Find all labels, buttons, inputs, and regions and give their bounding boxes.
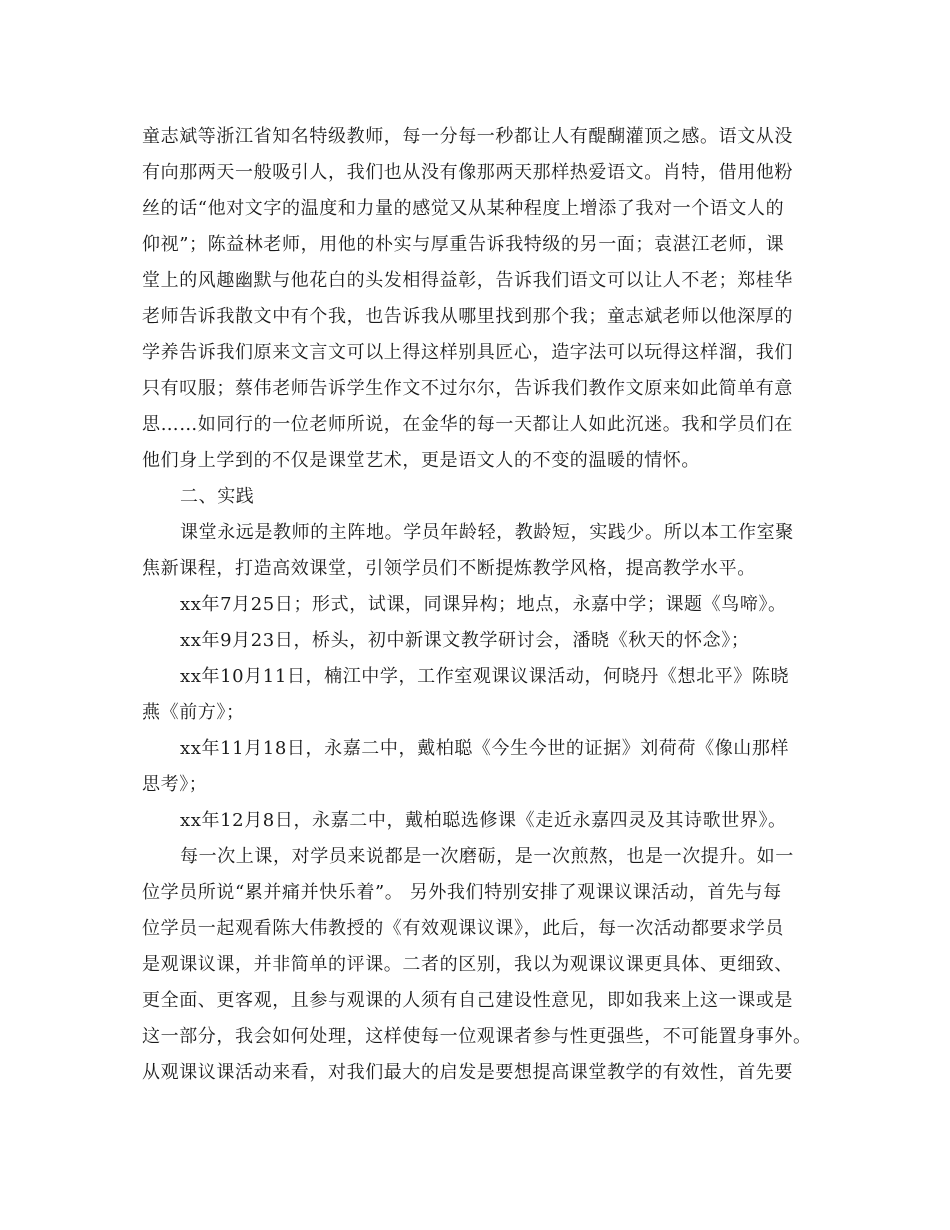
schedule-item: xx年9月23日，桥头，初中新课文教学研讨会，潘晓《秋天的怀念》； xyxy=(180,630,750,651)
paragraph-line: 他们身上学到的不仅是课堂艺术，更是语文人的不变的温暖的情怀。 xyxy=(142,450,700,471)
paragraph-line: 更全面、更客观，且参与观课的人须有自己建设性意见，即如我来上这一课或是 xyxy=(142,990,793,1011)
paragraph-line: 学养告诉我们原来文言文可以上得这样别具匠心，造字法可以玩得这样溜，我们 xyxy=(142,342,793,363)
schedule-item: xx年10月11日，楠江中学，工作室观课议课活动，何晓丹《想北平》陈晓 xyxy=(180,666,790,687)
paragraph-line: 丝的话“他对文字的温度和力量的感觉又从某种程度上增添了我对一个语文人的 xyxy=(142,198,785,219)
paragraph-line: 课堂永远是教师的主阵地。学员年龄轻，教龄短，实践少。所以本工作室聚 xyxy=(180,522,794,543)
paragraph-line: 从观课议课活动来看，对我们最大的启发是要想提高课堂教学的有效性，首先要 xyxy=(142,1062,793,1083)
paragraph-line: 堂上的风趣幽默与他花白的头发相得益彰，告诉我们语文可以让人不老；郑桂华 xyxy=(142,270,793,291)
paragraph-line: 仰视”；陈益林老师，用他的朴实与厚重告诉我特级的另一面；袁湛江老师，课 xyxy=(142,234,785,255)
paragraph-line: 焦新课程，打造高效课堂，引领学员们不断提炼教学风格，提高教学水平。 xyxy=(142,558,756,579)
schedule-item: xx年12月8日，永嘉二中，戴柏聪选修课《走近永嘉四灵及其诗歌世界》。 xyxy=(180,810,787,831)
paragraph-line: 童志斌等浙江省知名特级教师，每一分每一秒都让人有醍醐灌顶之感。语文从没 xyxy=(142,126,793,147)
paragraph-line: 只有叹服；蔡伟老师告诉学生作文不过尔尔，告诉我们教作文原来如此简单有意 xyxy=(142,378,793,399)
paragraph-line: 位学员所说“累并痛并快乐着”。 另外我们特别安排了观课议课活动，首先与每 xyxy=(142,882,782,903)
paragraph-line: 位学员一起观看陈大伟教授的《有效观课议课》，此后，每一次活动都要求学员 xyxy=(142,918,784,939)
schedule-item-continued: 思考》； xyxy=(142,774,208,795)
schedule-item: xx年11月18日，永嘉二中，戴柏聪《今生今世的证据》刘荷荷《像山那样 xyxy=(180,738,790,759)
paragraph-line: 思……如同行的一位老师所说，在金华的每一天都让人如此沉迷。我和学员们在 xyxy=(142,414,793,435)
paragraph-line: 是观课议课，并非简单的评课。二者的区别，我以为观课议课更具体、更细致、 xyxy=(142,954,793,975)
schedule-item-continued: 燕《前方》； xyxy=(142,702,245,723)
paragraph-line: 这一部分，我会如何处理，这样使每一位观课者参与性更强些，不可能置身事外。 xyxy=(142,1026,812,1047)
schedule-item: xx年7月25日；形式，试课，同课异构；地点，永嘉中学；课题《鸟啼》。 xyxy=(180,594,787,615)
paragraph-line: 每一次上课，对学员来说都是一次磨砺，是一次煎熬，也是一次提升。如一 xyxy=(180,846,794,867)
paragraph-line: 老师告诉我散文中有个我，也告诉我从哪里找到那个我；童志斌老师以他深厚的 xyxy=(142,306,793,327)
paragraph-line: 有向那两天一般吸引人，我们也从没有像那两天那样热爱语文。肖特，借用他粉 xyxy=(142,162,793,183)
section-heading: 二、实践 xyxy=(180,486,255,507)
